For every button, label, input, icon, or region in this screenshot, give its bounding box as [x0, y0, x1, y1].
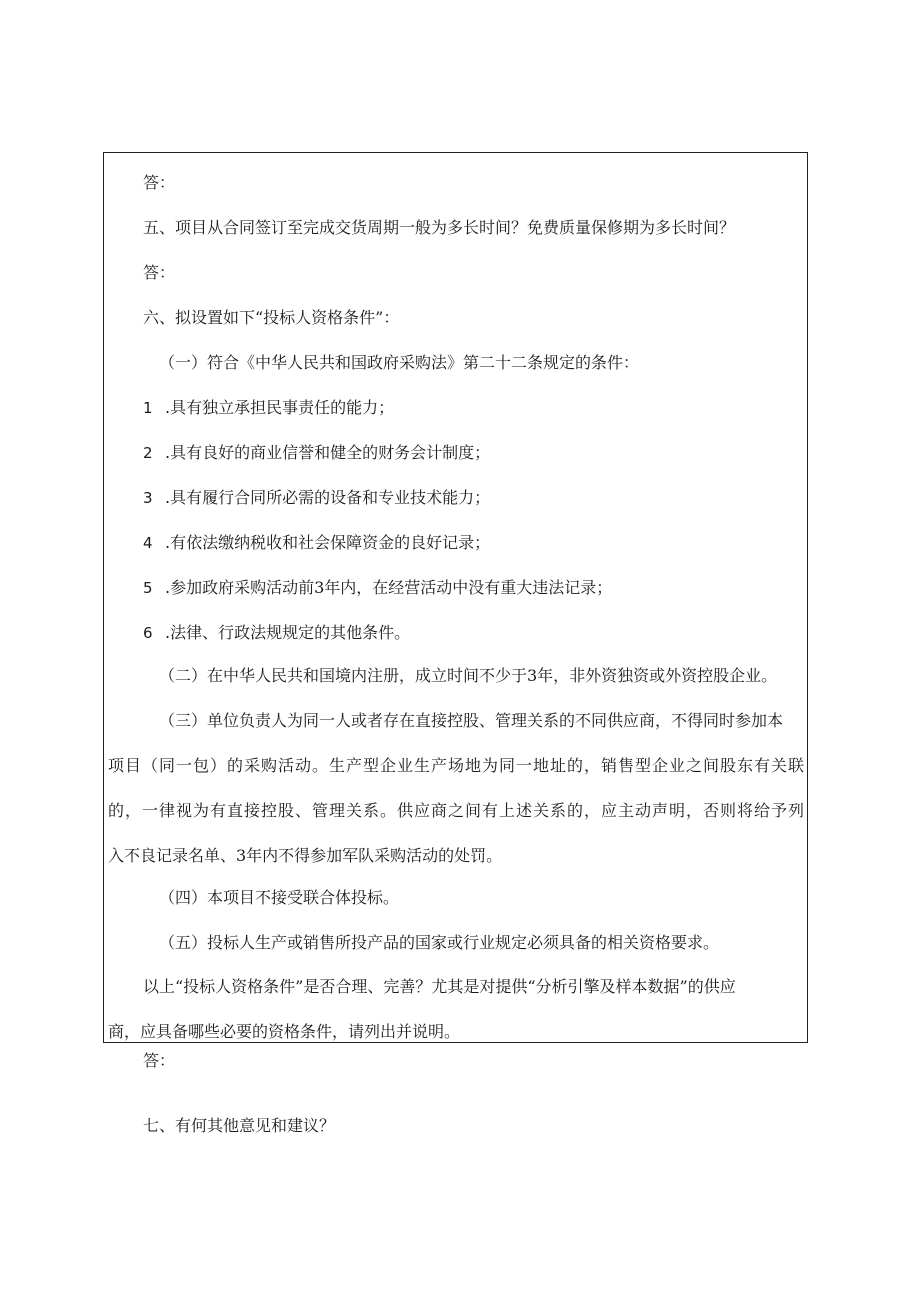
condition-line-2 — [143, 442, 490, 464]
condition-text: .具有独立承担民事责任的能力； — [165, 398, 395, 417]
condition-number: 1 — [143, 399, 153, 417]
question-7: 七、有何其他意见和建议？ — [143, 1116, 336, 1135]
condition-item-3-line-3: 的，一律视为有直接控股、管理关系。供应商之间有上述关系的，应主动声明，否则将给予列 — [108, 801, 804, 820]
answer-label-q6: 答： — [143, 1051, 176, 1070]
question-5: 五、项目从合同签订至完成交货周期一般为多长时间？免费质量保修期为多长时间？ — [143, 218, 736, 237]
condition-line-5 — [143, 577, 612, 599]
condition-item-1: （一）符合《中华人民共和国政府采购法》第二十二条规定的条件： — [159, 353, 640, 372]
condition-line-3 — [143, 487, 490, 509]
condition-line-1 — [143, 397, 394, 419]
condition-number: 3 — [143, 489, 153, 507]
answer-label-q5: 答： — [143, 263, 176, 282]
condition-number: 5 — [143, 579, 153, 597]
condition-line-6 — [143, 622, 410, 644]
condition-number: 2 — [143, 444, 153, 462]
condition-text: .具有履行合同所必需的设备和专业技术能力； — [165, 488, 491, 507]
condition-text: .法律、行政法规规定的其他条件。 — [165, 623, 411, 642]
answer-label-q4: 答： — [143, 173, 176, 192]
condition-item-5: （五）投标人生产或销售所投产品的国家或行业规定必须具备的相关资格要求。 — [159, 933, 720, 952]
condition-number: 6 — [143, 624, 153, 642]
condition-item-3-line-2: 项目（同一包）的采购活动。生产型企业生产场地为同一地址的，销售型企业之间股东有关联 — [108, 756, 804, 775]
condition-text: .参加政府采购活动前3年内，在经营活动中没有重大违法记录； — [165, 578, 613, 597]
condition-number: 4 — [143, 534, 153, 552]
condition-text: .有依法缴纳税收和社会保障资金的良好记录； — [165, 533, 491, 552]
condition-text: .具有良好的商业信誉和健全的财务会计制度； — [165, 443, 491, 462]
question-6-heading: 六、拟设置如下“投标人资格条件”： — [143, 308, 400, 327]
condition-item-2: （二）在中华人民共和国境内注册，成立时间不少于3年，非外资独资或外资控股企业。 — [159, 666, 778, 685]
condition-line-4 — [143, 532, 490, 554]
condition-item-3-line-4: 入不良记录名单、3年内不得参加军队采购活动的处罚。 — [108, 846, 503, 865]
question-6-line-2: 商，应具备哪些必要的资格条件，请列出并说明。 — [108, 1022, 461, 1041]
condition-item-3-line-1: （三）单位负责人为同一人或者存在直接控股、管理关系的不同供应商，不得同时参加本 — [159, 711, 784, 730]
question-6-line-1: 以上“投标人资格条件”是否合理、完善？尤其是对提供“分析引擎及样本数据”的供应 — [143, 977, 736, 996]
condition-item-4: （四）本项目不接受联合体投标。 — [159, 888, 400, 907]
